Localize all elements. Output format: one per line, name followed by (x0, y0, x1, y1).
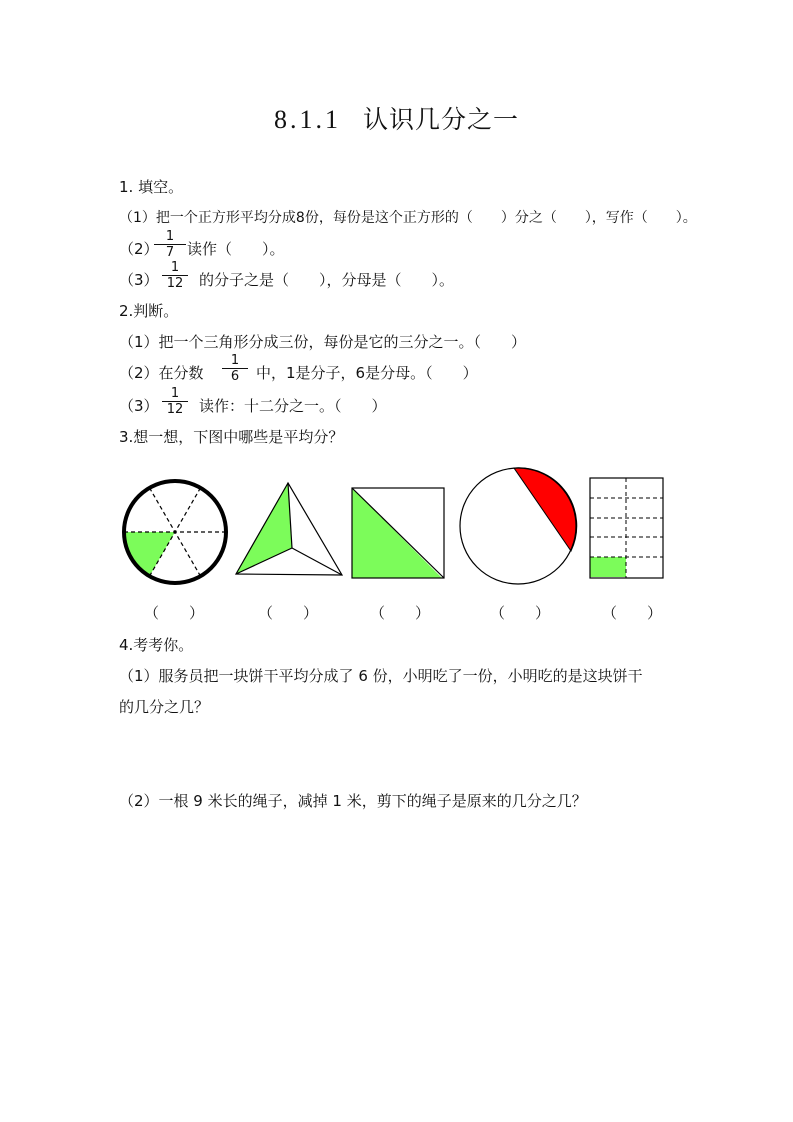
section2-heading: 2.判断。 (119, 302, 179, 320)
section1-q3-suffix: 的分子之是（ ），分母是（ ）。 (199, 271, 455, 289)
green-cell (590, 557, 626, 577)
figure-triangle (236, 483, 342, 575)
fraction-denominator: 7 (165, 245, 175, 260)
figure-rectangle-grid (590, 478, 663, 578)
fraction-numerator: 1 (170, 386, 180, 401)
fraction-numerator: 1 (230, 353, 240, 368)
section4-q1-line1: （1）服务员把一块饼干平均分成了 6 份，小明吃了一份，小明吃的是这块饼干 (119, 667, 643, 685)
fraction-numerator: 1 (165, 229, 175, 244)
section1-q1: （1）把一个正方形平均分成8份，每份是这个正方形的（ ）分之（ ），写作（ ）。 (119, 210, 697, 226)
section4-q1-line2: 的几分之几？ (119, 698, 210, 716)
section1-q3-prefix: （3） (119, 271, 159, 289)
section4-q2: （2）一根 9 米长的绳子，减掉 1 米，剪下的绳子是原来的几分之几？ (119, 792, 587, 810)
answer-blank-2[interactable]: （ ） (258, 604, 319, 622)
section1-q2-prefix: （2） (119, 240, 159, 258)
section1-q2-suffix: 读作（ ）。 (187, 240, 285, 258)
section2-q1: （1）把一个三角形分成三份，每份是它的三分之一。（ ） (119, 333, 527, 351)
green-sector (124, 532, 175, 576)
answer-blank-3[interactable]: （ ） (370, 604, 431, 622)
fraction-denominator: 12 (166, 402, 184, 417)
figure-circle-red-segment (460, 468, 577, 584)
figure-square-diagonal (352, 488, 444, 578)
answer-blank-4[interactable]: （ ） (490, 604, 551, 622)
red-segment (514, 468, 577, 551)
figure-circle-six-parts (124, 481, 226, 583)
section2-q3-suffix: 读作：十二分之一。（ ） (199, 397, 387, 415)
title-number: 8.1.1 (273, 105, 341, 134)
section2-q2-prefix: （2）在分数 (119, 364, 204, 382)
section1-heading: 1. 填空。 (119, 178, 184, 196)
fraction-denominator: 12 (166, 276, 184, 291)
fraction-numerator: 1 (170, 260, 180, 275)
section3-heading: 3.想一想，下图中哪些是平均分？ (119, 428, 344, 446)
section4-heading: 4.考考你。 (119, 636, 194, 654)
section2-q2-suffix: 中，1是分子，6是分母。（ ） (256, 364, 478, 382)
section2-q3-prefix: （3） (119, 397, 159, 415)
fraction-denominator: 6 (230, 369, 240, 384)
answer-blank-1[interactable]: （ ） (144, 604, 205, 622)
answer-blank-5[interactable]: （ ） (602, 604, 663, 622)
title-text: 认识几分之一 (362, 105, 519, 134)
